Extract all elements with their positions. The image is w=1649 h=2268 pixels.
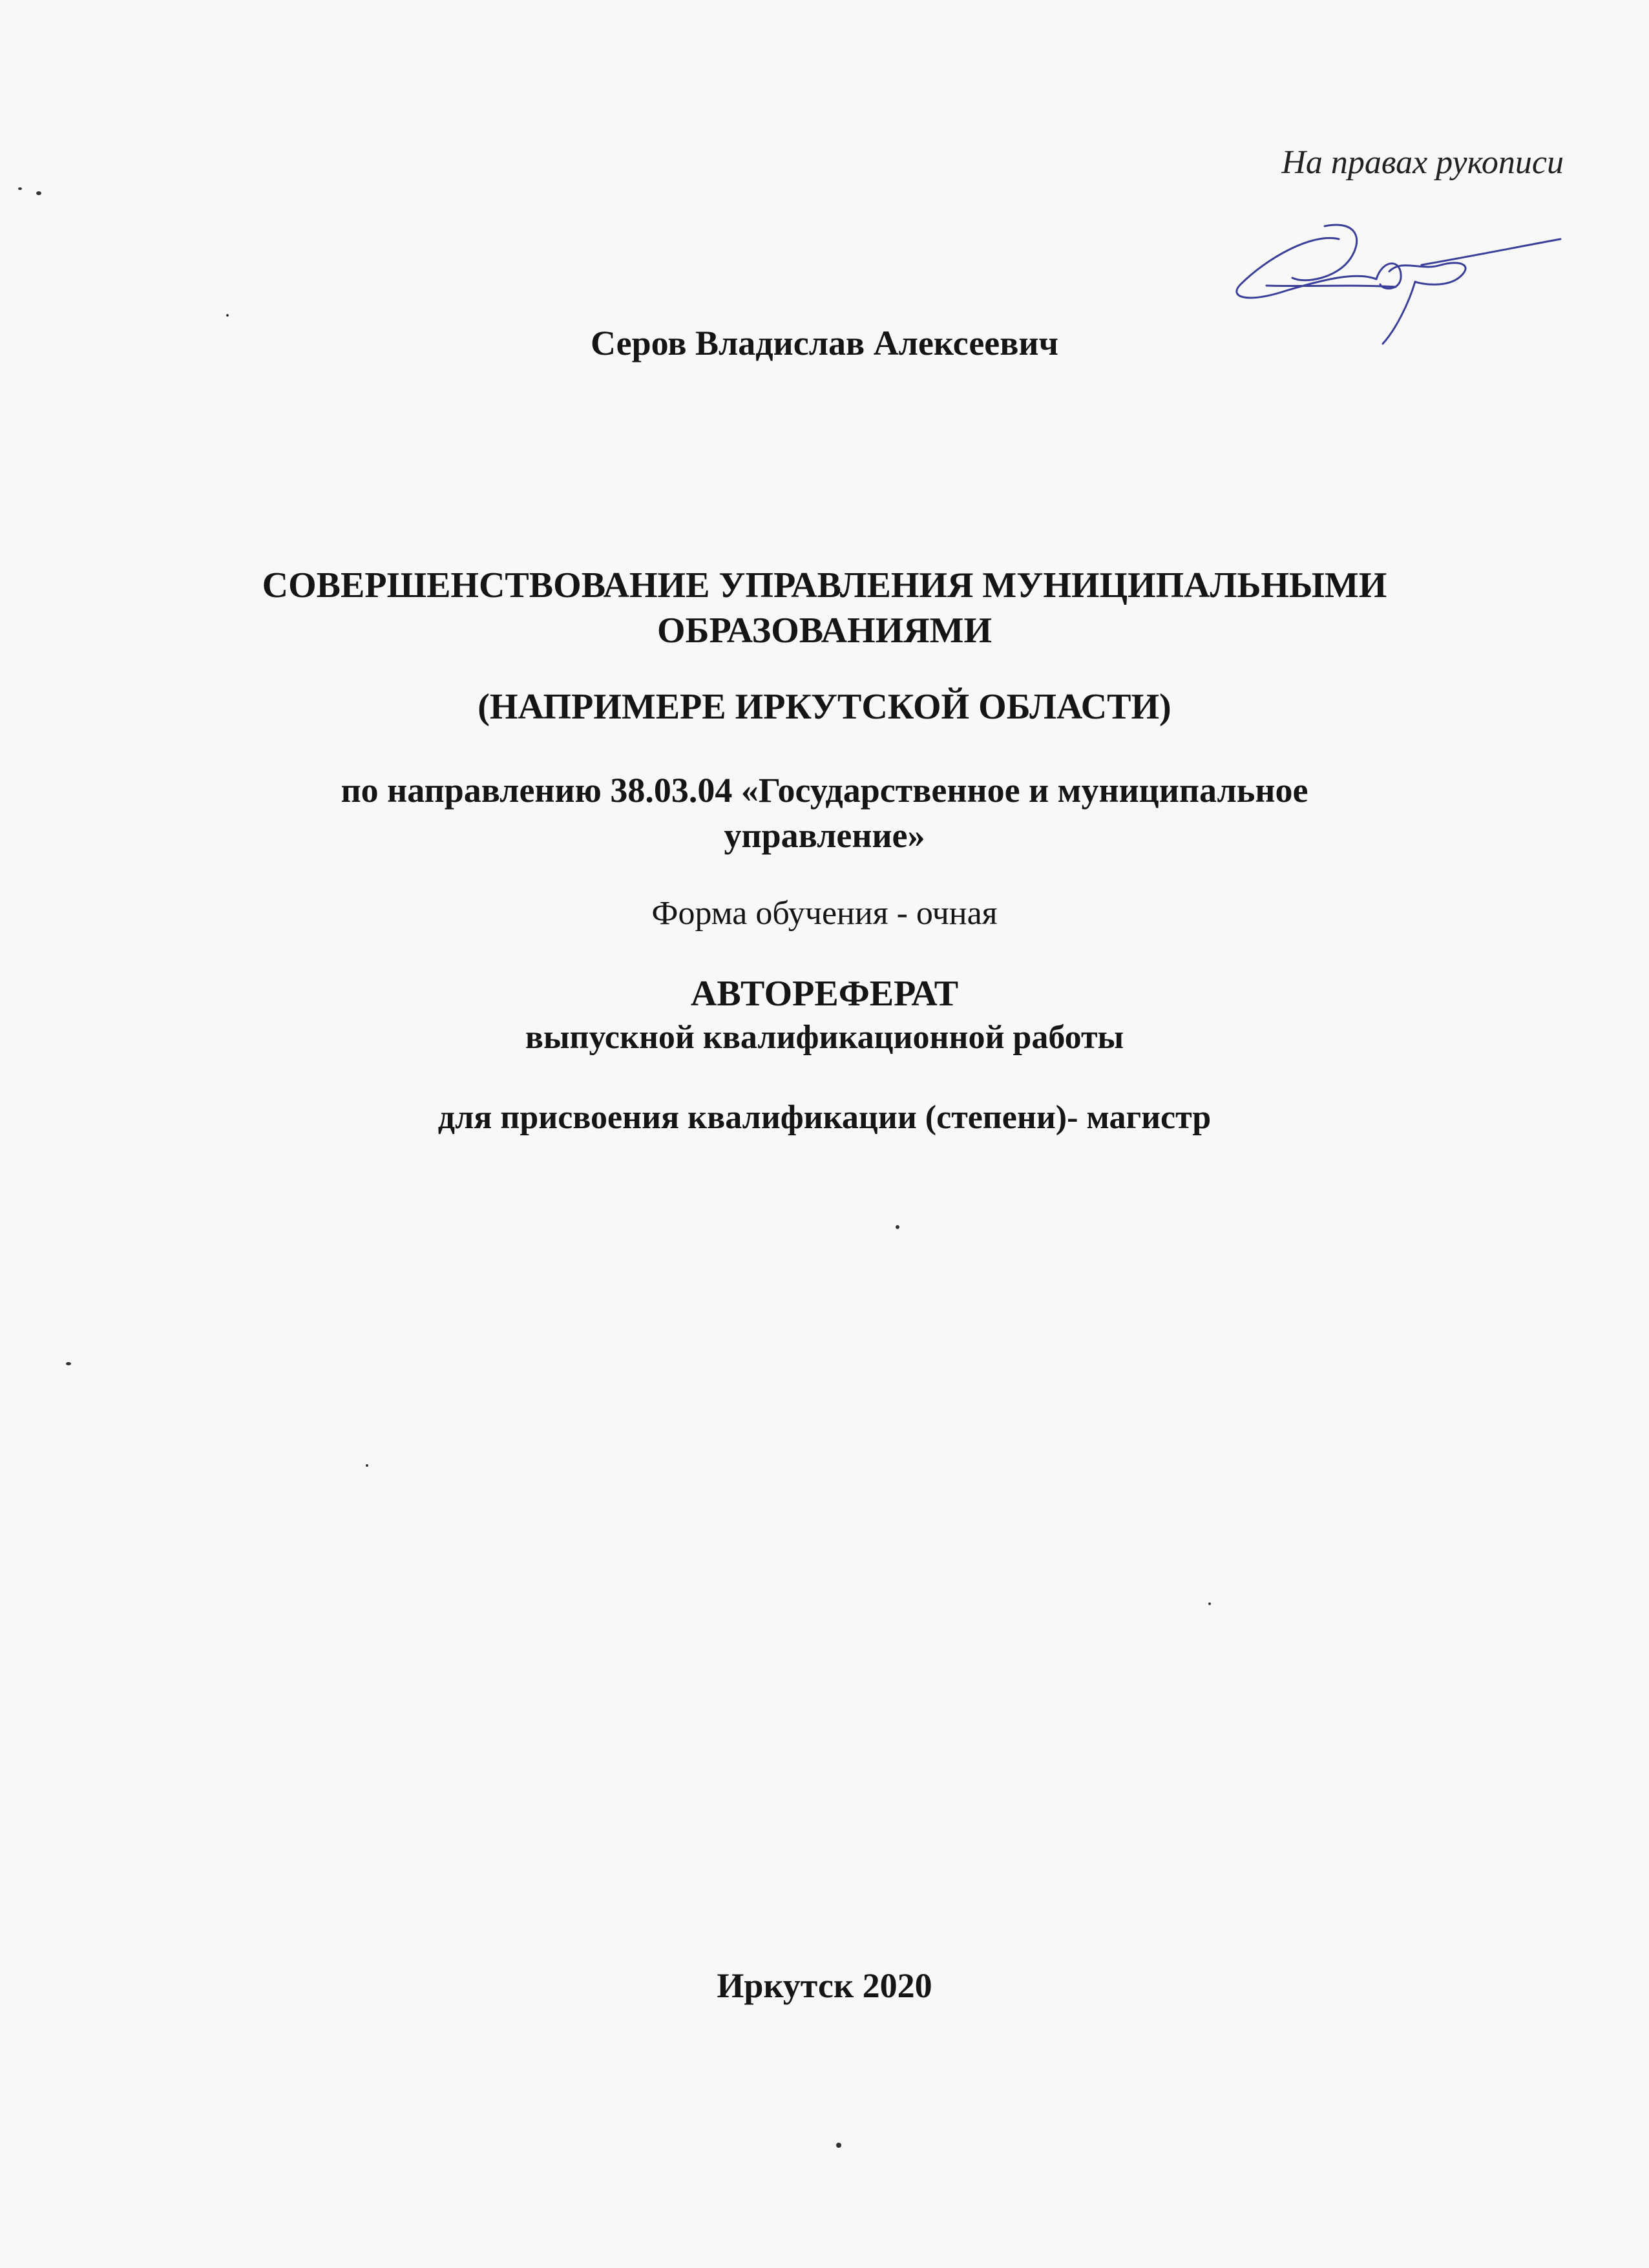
scan-speck	[366, 1464, 368, 1467]
thesis-title-line-3: (НАПРИМЕРЕ ИРКУТСКОЙ ОБЛАСТИ)	[478, 687, 1171, 727]
scan-speck	[66, 1362, 71, 1365]
document-genre: АВТОРЕФЕРАТ	[690, 974, 959, 1014]
scan-speck	[896, 1225, 899, 1229]
qualification-degree: для присвоения квалификации (степени)- магистр	[437, 1099, 1212, 1136]
scan-speck	[36, 191, 41, 195]
scan-speck	[1208, 1602, 1211, 1605]
document-genre-subtitle: выпускной квалификационной работы	[525, 1019, 1124, 1056]
author-name: Серов Владислав Алексеевич	[591, 324, 1058, 362]
thesis-title-line-1: СОВЕРШЕНСТВОВАНИЕ УПРАВЛЕНИЯ МУНИЦИПАЛЬНЫМИ	[262, 565, 1387, 605]
city-year: Иркутск 2020	[717, 1966, 932, 2005]
study-form: Форма обучения - очная	[651, 895, 998, 932]
direction-line-1: по направлению 38.03.04 «Государственное и муниципальное	[341, 771, 1308, 810]
thesis-title-line-2: ОБРАЗОВАНИЯМИ	[656, 611, 993, 651]
scan-speck	[226, 314, 229, 317]
direction-line-2: управление»	[724, 816, 925, 855]
manuscript-note: На правах рукописи	[1281, 144, 1564, 181]
scan-speck	[18, 187, 22, 190]
scan-speck	[836, 2143, 841, 2148]
